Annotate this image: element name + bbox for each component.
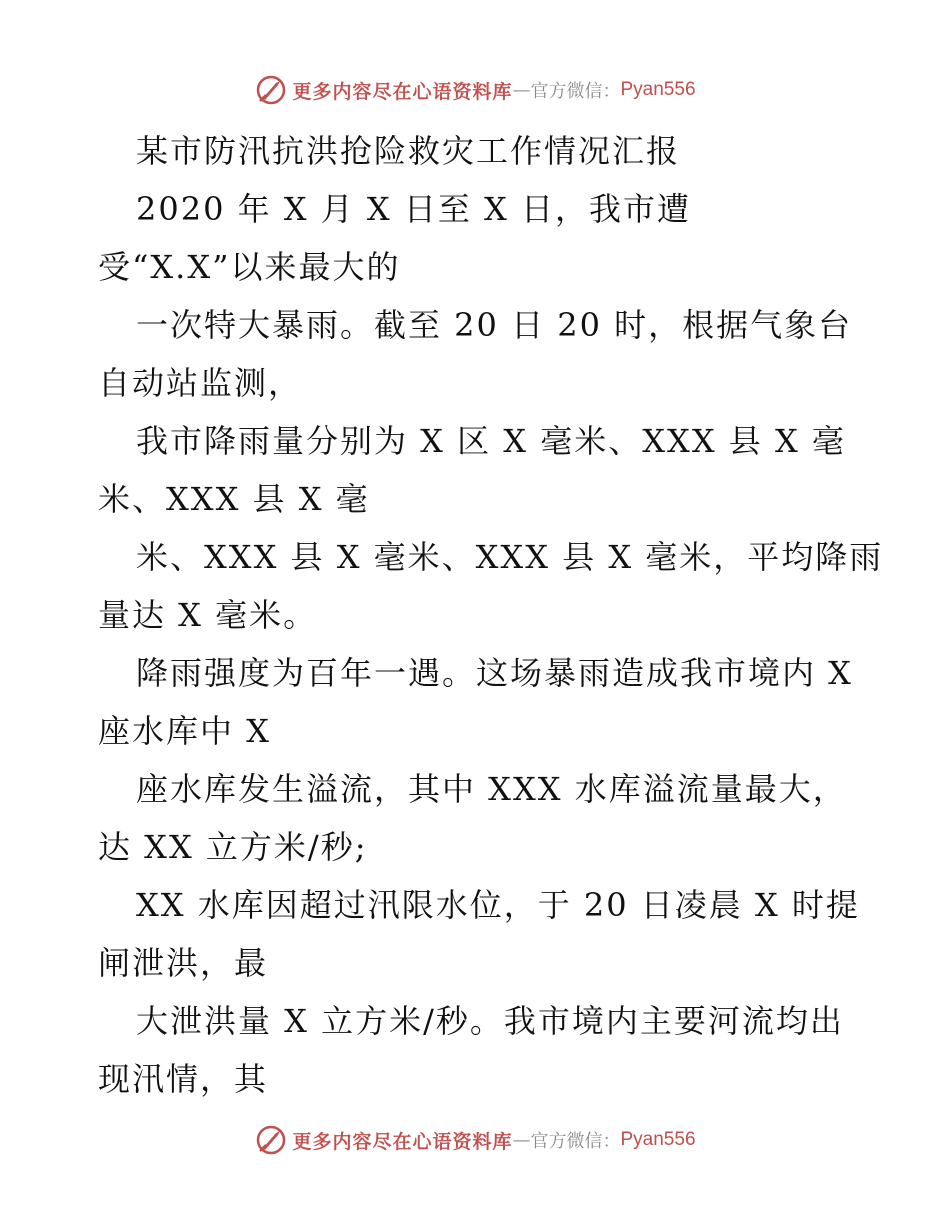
text-line: XX 水库因超过汛限水位，于 20 日凌晨 X 时提 xyxy=(136,886,860,924)
watermark-separator: — xyxy=(512,1129,531,1151)
text-line: 闸泄洪，最 xyxy=(98,944,269,982)
watermark-label: 官方微信： xyxy=(530,81,621,102)
text-line: 米、XXX 县 X 毫米、XXX 县 X 毫米，平均降雨 xyxy=(136,538,884,576)
text-line: 座水库中 X xyxy=(98,712,271,750)
watermark-id: Pyan556 xyxy=(620,1129,696,1150)
watermark-footer xyxy=(0,1120,950,1160)
watermark-label: 官方微信： xyxy=(530,1131,621,1152)
text-line: 达 XX 立方米/秒; xyxy=(98,828,368,866)
watermark-id: Pyan556 xyxy=(620,79,696,100)
watermark-header xyxy=(0,70,950,110)
text-line: 我市降雨量分别为 X 区 X 毫米、XXX 县 X 毫 xyxy=(136,422,846,460)
text-line: 大泄洪量 X 立方米/秒。我市境内主要河流均出 xyxy=(136,1002,844,1040)
document-body xyxy=(98,122,884,1108)
text-line: 降雨强度为百年一遇。这场暴雨造成我市境内 X xyxy=(136,654,853,692)
text-line: 现汛情，其 xyxy=(98,1060,269,1098)
quill-pen-logo-icon xyxy=(254,1123,288,1157)
text-line: 一次特大暴雨。截至 20 日 20 时，根据气象台 xyxy=(136,306,853,344)
text-line: 量达 X 毫米。 xyxy=(98,596,318,634)
text-line: 受“X.X”以来最大的 xyxy=(98,248,401,286)
text-line: 座水库发生溢流，其中 XXX 水库溢流量最大， xyxy=(136,770,847,808)
text-line: 自动站监测， xyxy=(98,364,303,402)
watermark-brand: 更多内容尽在心语资料库 xyxy=(292,1130,513,1153)
text-line: 某市防汛抗洪抢险救灾工作情况汇报 xyxy=(136,132,681,170)
quill-pen-logo-icon xyxy=(254,73,288,107)
watermark-separator: — xyxy=(512,79,531,101)
watermark-brand: 更多内容尽在心语资料库 xyxy=(292,80,513,103)
text-line: 米、XXX 县 X 毫 xyxy=(98,480,370,518)
text-line: 2020 年 X 月 X 日至 X 日，我市遭 xyxy=(136,190,691,228)
